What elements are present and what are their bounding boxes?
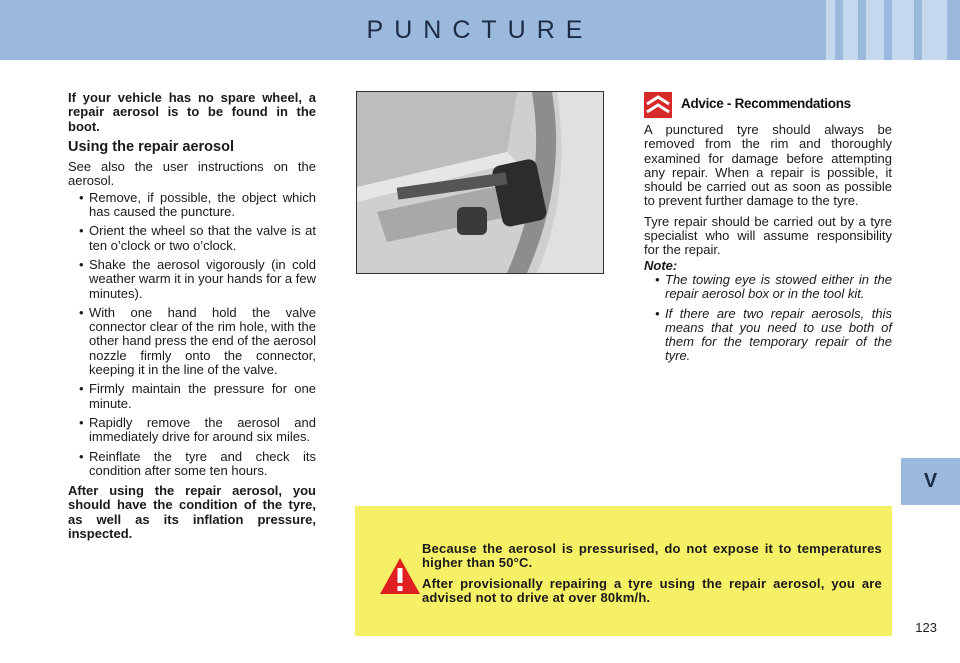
advice-column xyxy=(644,123,892,370)
advice-paragraph: A punctured tyre should always be removed from the rim and thoroughly examined for damage before attempting any repair. When a repair is possible, it should be carried out as soon as possible to prevent further damage to the tyre. xyxy=(644,122,892,209)
list-item: • If there are two repair aerosols, this means that you need to use both of them for the temporary repair of the tyre. xyxy=(644,307,892,364)
section-tab: V xyxy=(901,458,960,505)
page-title: PUNCTURE xyxy=(366,16,594,44)
warning-line: After provisionally repairing a tyre using the repair aerosol, you are advised not to drive at over 80km/h. xyxy=(422,575,882,605)
list-item: • Firmly maintain the pressure for one minute. xyxy=(68,382,316,411)
advice-paragraph: Tyre repair should be carried out by a tyre specialist who will assume responsibility for the repair. xyxy=(644,213,892,258)
warning-icon xyxy=(378,556,422,596)
list-item: • Orient the wheel so that the valve is at ten o’clock or two o’clock. xyxy=(68,224,316,253)
list-item: • Shake the aerosol vigorously (in cold weather warm it in your hands for a few minutes). xyxy=(68,258,316,301)
list-item: • Rapidly remove the aerosol and immediately drive for around six miles. xyxy=(68,416,316,445)
advice-title: Advice - Recommendations xyxy=(681,96,851,111)
section-heading: Using the repair aerosol xyxy=(68,138,234,155)
photo-illustration xyxy=(357,92,603,273)
page-number: 123 xyxy=(915,620,937,635)
warning-text xyxy=(422,542,882,611)
brand-logo xyxy=(644,92,672,118)
warning-box xyxy=(355,506,892,636)
note-label: Note: xyxy=(644,257,678,273)
chevron-logo-icon xyxy=(644,92,672,118)
aerosol-photo xyxy=(356,91,604,274)
list-item: • Remove, if possible, the object which has caused the puncture. xyxy=(68,191,316,220)
list-item: • The towing eye is stowed either in the repair aerosol box or in the tool kit. xyxy=(644,273,892,302)
lead-text: See also the user instructions on the aerosol. xyxy=(68,159,316,189)
page-header xyxy=(0,0,960,60)
intro-text: If your vehicle has no spare wheel, a repair aerosol is to be found in the boot. xyxy=(68,90,316,134)
list-item: • Reinflate the tyre and check its condition after some ten hours. xyxy=(68,450,316,479)
note-list xyxy=(644,273,892,364)
list-item: • With one hand hold the valve connector clear of the rim hole, with the other hand press the end of the aerosol nozzle firmly onto the connector, keeping it in the line of the valve. xyxy=(68,306,316,377)
left-column xyxy=(68,91,316,547)
instruction-list xyxy=(68,191,316,478)
closing-text: After using the repair aerosol, you should have the condition of the tyre, as well as its inflation pressure, inspected. xyxy=(68,483,316,542)
warning-line: Because the aerosol is pressurised, do not expose it to temperatures higher than 50°C. xyxy=(422,541,882,571)
